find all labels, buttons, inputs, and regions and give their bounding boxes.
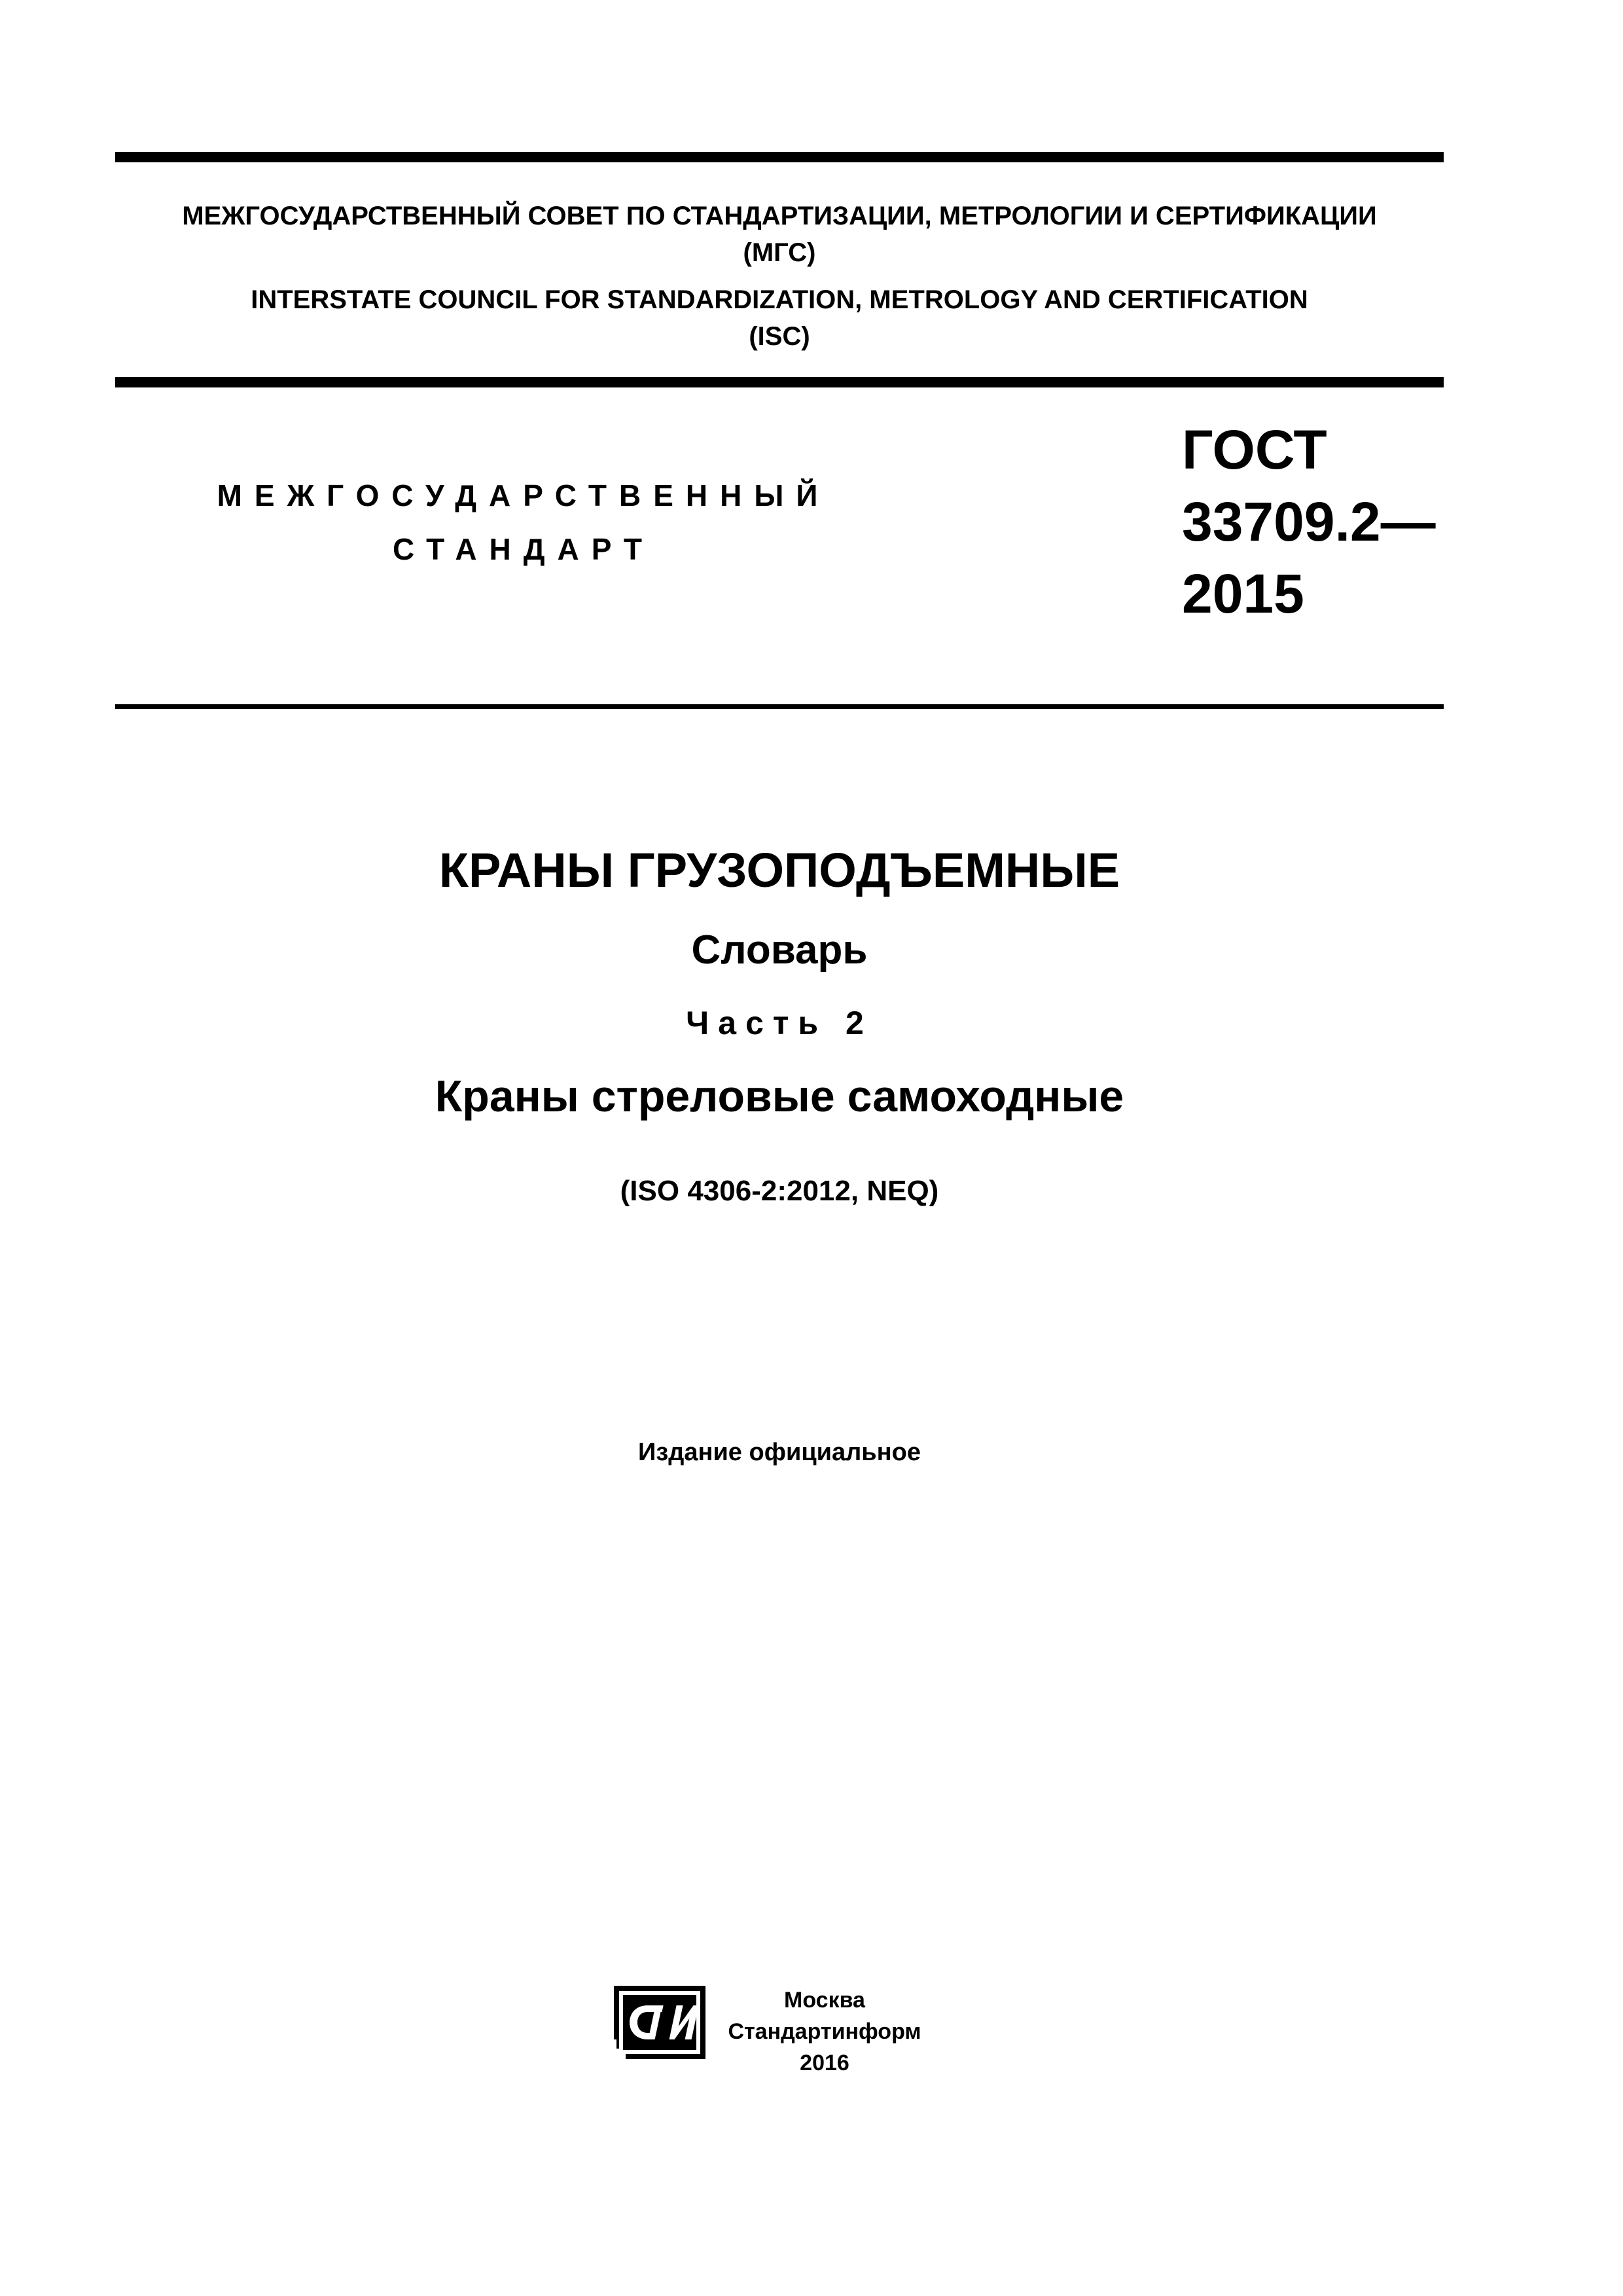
council-en-name: INTERSTATE COUNCIL FOR STANDARDIZATION, METROLOGY AND CERTIFICATION <box>251 285 1308 314</box>
council-header <box>115 198 1444 355</box>
document-part: Часть 2 <box>686 1005 873 1041</box>
publisher-city: Москва <box>784 1988 865 2013</box>
standard-type <box>196 469 851 576</box>
top-rule <box>115 152 1444 162</box>
standard-type-line2: СТАНДАРТ <box>393 532 654 566</box>
stin-logo-icon <box>614 1986 705 2059</box>
title-block <box>115 838 1444 1211</box>
iso-reference: (ISO 4306-2:2012, NEQ) <box>620 1175 939 1207</box>
standard-code-line3: 2015 <box>1182 563 1304 624</box>
standard-code-line2: 33709.2— <box>1182 491 1436 552</box>
lower-rule <box>115 704 1444 709</box>
document-title: КРАНЫ ГРУЗОПОДЪЕМНЫЕ <box>438 843 1120 897</box>
standard-type-line1: МЕЖГОСУДАРСТВЕННЫЙ <box>217 478 830 512</box>
publisher-block <box>726 1984 923 2079</box>
document-subtitle: Словарь <box>691 927 868 973</box>
middle-rule <box>115 377 1444 387</box>
official-edition-label: Издание официальное <box>638 1439 921 1466</box>
publisher-name: Стандартинформ <box>728 2019 921 2044</box>
standard-code-line1: ГОСТ <box>1182 419 1327 480</box>
document-part-title: Краны стреловые самоходные <box>435 1071 1124 1121</box>
publisher-year: 2016 <box>800 2051 849 2075</box>
council-ru-abbr: (МГС) <box>743 238 816 267</box>
standard-code <box>1182 414 1436 630</box>
council-en-abbr: (ISC) <box>749 322 810 351</box>
council-en-block <box>115 281 1444 355</box>
council-ru-name: МЕЖГОСУДАРСТВЕННЫЙ СОВЕТ ПО СТАНДАРТИЗАЦИИ, МЕТРОЛОГИИ И СЕРТИФИКАЦИИ <box>182 202 1377 230</box>
council-ru-block <box>115 198 1444 271</box>
